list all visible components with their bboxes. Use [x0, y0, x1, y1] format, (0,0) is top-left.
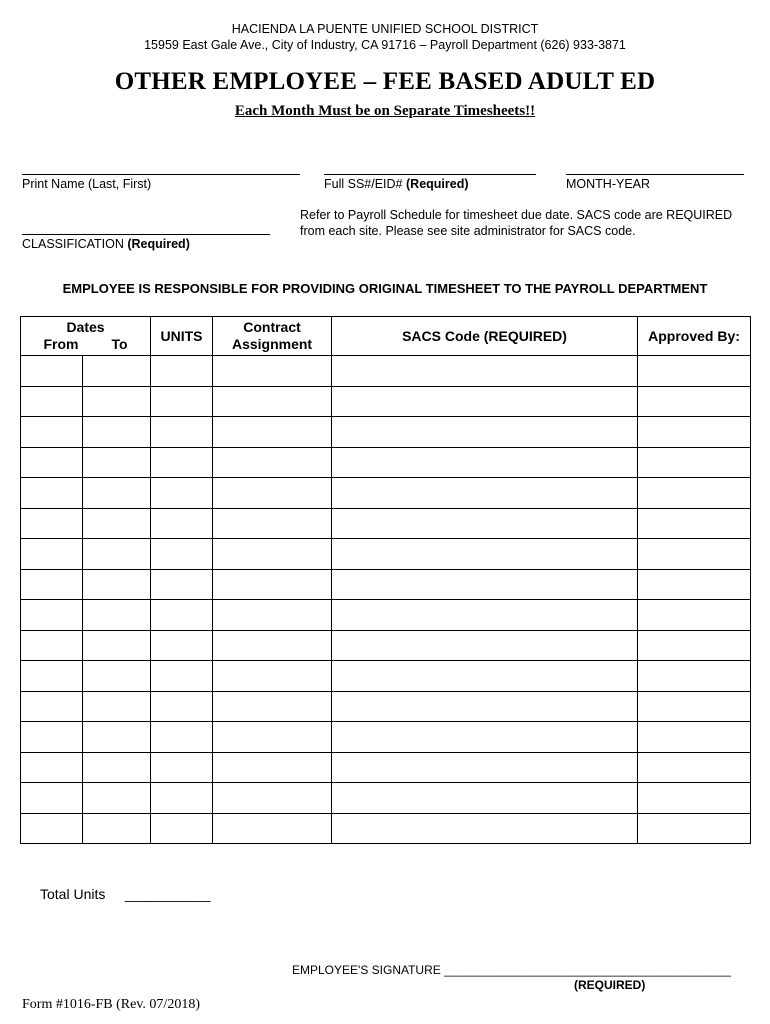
from-cell[interactable] — [21, 356, 83, 387]
to-cell[interactable] — [83, 356, 151, 387]
ssn-required: (Required) — [406, 177, 469, 191]
units-cell[interactable] — [151, 630, 213, 661]
to-cell[interactable] — [83, 478, 151, 509]
table-row — [21, 508, 751, 539]
units-cell[interactable] — [151, 539, 213, 570]
units-cell[interactable] — [151, 600, 213, 631]
approved-cell[interactable] — [638, 722, 751, 753]
contract-cell[interactable] — [213, 386, 332, 417]
form-number: Form #1016-FB (Rev. 07/2018) — [22, 997, 200, 1012]
from-cell[interactable] — [21, 752, 83, 783]
contract-cell[interactable] — [213, 356, 332, 387]
units-cell[interactable] — [151, 722, 213, 753]
units-cell[interactable] — [151, 661, 213, 692]
to-cell[interactable] — [83, 508, 151, 539]
contract-cell[interactable] — [213, 752, 332, 783]
total-units-field[interactable]: ___________ — [124, 886, 211, 902]
responsibility-notice: EMPLOYEE IS RESPONSIBLE FOR PROVIDING ORIGINAL TIMESHEET TO THE PAYROLL DEPARTMENT — [62, 281, 708, 296]
approved-cell[interactable] — [638, 752, 751, 783]
contract-cell[interactable] — [213, 783, 332, 814]
table-row — [21, 447, 751, 478]
sacs-cell[interactable] — [332, 691, 638, 722]
table-row — [21, 661, 751, 692]
contract-cell[interactable] — [213, 569, 332, 600]
contract-cell[interactable] — [213, 630, 332, 661]
approved-cell[interactable] — [638, 447, 751, 478]
to-header: To — [111, 336, 128, 352]
sacs-cell[interactable] — [332, 417, 638, 448]
approved-cell[interactable] — [638, 783, 751, 814]
classification-required: (Required) — [127, 237, 190, 251]
sacs-cell[interactable] — [332, 722, 638, 753]
from-cell[interactable] — [21, 691, 83, 722]
approved-cell[interactable] — [638, 508, 751, 539]
approved-header: Approved By: — [638, 317, 751, 356]
form-title: OTHER EMPLOYEE – FEE BASED ADULT ED — [114, 68, 656, 95]
district-name: HACIENDA LA PUENTE UNIFIED SCHOOL DISTRICT — [231, 22, 539, 36]
from-cell[interactable] — [21, 813, 83, 844]
units-cell[interactable] — [151, 813, 213, 844]
units-cell[interactable] — [151, 447, 213, 478]
to-cell[interactable] — [83, 447, 151, 478]
units-header: UNITS — [151, 317, 213, 356]
total-units — [40, 886, 210, 902]
payroll-note — [300, 207, 732, 239]
sacs-cell[interactable] — [332, 661, 638, 692]
form-subtitle: Each Month Must be on Separate Timesheets!! — [234, 103, 536, 119]
table-row — [21, 417, 751, 448]
units-cell[interactable] — [151, 752, 213, 783]
to-cell[interactable] — [83, 691, 151, 722]
from-cell[interactable] — [21, 447, 83, 478]
to-cell[interactable] — [83, 752, 151, 783]
ssn-label — [324, 177, 469, 191]
from-cell[interactable] — [21, 661, 83, 692]
table-row — [21, 752, 751, 783]
sacs-cell[interactable] — [332, 783, 638, 814]
from-header: From — [43, 336, 79, 352]
table-row — [21, 600, 751, 631]
from-cell[interactable] — [21, 783, 83, 814]
signature-required: (REQUIRED) — [574, 978, 646, 992]
ssn-label-text: Full SS#/EID# — [324, 177, 403, 191]
contract-cell[interactable] — [213, 722, 332, 753]
district-address: 15959 East Gale Ave., City of Industry, CA 91716 – Payroll Department (626) 933-3871 — [144, 38, 626, 52]
table-row — [21, 356, 751, 387]
contract-cell[interactable] — [213, 813, 332, 844]
sacs-cell[interactable] — [332, 600, 638, 631]
total-units-label: Total Units — [40, 886, 106, 902]
sacs-cell[interactable] — [332, 478, 638, 509]
to-cell[interactable] — [83, 813, 151, 844]
table-row — [21, 539, 751, 570]
sacs-cell[interactable] — [332, 752, 638, 783]
contract-cell[interactable] — [213, 661, 332, 692]
from-cell[interactable] — [21, 569, 83, 600]
month-year-label: MONTH-YEAR — [566, 177, 651, 191]
units-cell[interactable] — [151, 783, 213, 814]
units-cell[interactable] — [151, 386, 213, 417]
units-cell[interactable] — [151, 508, 213, 539]
units-cell[interactable] — [151, 569, 213, 600]
approved-cell[interactable] — [638, 569, 751, 600]
to-cell[interactable] — [83, 600, 151, 631]
approved-cell[interactable] — [638, 600, 751, 631]
contract-cell[interactable] — [213, 447, 332, 478]
print-name-line[interactable] — [22, 174, 300, 175]
to-cell[interactable] — [83, 783, 151, 814]
dates-header — [21, 317, 151, 356]
approved-cell[interactable] — [638, 813, 751, 844]
to-cell[interactable] — [83, 661, 151, 692]
sacs-cell[interactable] — [332, 813, 638, 844]
timesheet-table — [20, 316, 751, 844]
approved-cell[interactable] — [638, 386, 751, 417]
from-cell[interactable] — [21, 600, 83, 631]
sacs-cell[interactable] — [332, 356, 638, 387]
contract-header — [213, 317, 332, 356]
payroll-note-line1: Refer to Payroll Schedule for timesheet due date. SACS code are REQUIRED — [300, 208, 733, 222]
approved-cell[interactable] — [638, 356, 751, 387]
to-cell[interactable] — [83, 417, 151, 448]
table-row — [21, 478, 751, 509]
contract-cell[interactable] — [213, 691, 332, 722]
contract-header-line2: Assignment — [231, 336, 313, 352]
approved-cell[interactable] — [638, 539, 751, 570]
sacs-cell[interactable] — [332, 569, 638, 600]
contract-cell[interactable] — [213, 417, 332, 448]
table-header-row — [21, 317, 751, 356]
month-year-line[interactable] — [566, 174, 744, 175]
contract-cell[interactable] — [213, 508, 332, 539]
from-to-labels — [21, 336, 150, 353]
print-name-label: Print Name (Last, First) — [22, 177, 152, 191]
sacs-cell[interactable] — [332, 386, 638, 417]
approved-cell[interactable] — [638, 691, 751, 722]
approved-cell[interactable] — [638, 417, 751, 448]
to-cell[interactable] — [83, 722, 151, 753]
contract-header-line1: Contract — [243, 319, 301, 335]
employee-signature[interactable]: EMPLOYEE'S SIGNATURE ___________________________________________ — [292, 963, 732, 977]
approved-cell[interactable] — [638, 661, 751, 692]
contract-cell[interactable] — [213, 600, 332, 631]
table-row — [21, 630, 751, 661]
from-cell[interactable] — [21, 508, 83, 539]
sacs-cell[interactable] — [332, 447, 638, 478]
dates-header-label: Dates — [66, 319, 105, 335]
sacs-cell[interactable] — [332, 630, 638, 661]
units-cell[interactable] — [151, 478, 213, 509]
classification-line[interactable] — [22, 234, 270, 235]
table-row — [21, 783, 751, 814]
approved-cell[interactable] — [638, 478, 751, 509]
contract-cell[interactable] — [213, 539, 332, 570]
table-row — [21, 691, 751, 722]
from-cell[interactable] — [21, 417, 83, 448]
table-row — [21, 813, 751, 844]
table-row — [21, 569, 751, 600]
units-cell[interactable] — [151, 417, 213, 448]
from-cell[interactable] — [21, 630, 83, 661]
sacs-cell[interactable] — [332, 539, 638, 570]
to-cell[interactable] — [83, 539, 151, 570]
ssn-line[interactable] — [324, 174, 536, 175]
payroll-note-line2: from each site. Please see site administrator for SACS code. — [300, 224, 636, 238]
from-cell[interactable] — [21, 539, 83, 570]
to-cell[interactable] — [83, 569, 151, 600]
classification-label-text: CLASSIFICATION — [22, 237, 124, 251]
to-cell[interactable] — [83, 630, 151, 661]
table-row — [21, 722, 751, 753]
from-cell[interactable] — [21, 386, 83, 417]
sacs-header: SACS Code (REQUIRED) — [332, 317, 638, 356]
from-cell[interactable] — [21, 478, 83, 509]
units-cell[interactable] — [151, 356, 213, 387]
approved-cell[interactable] — [638, 630, 751, 661]
from-cell[interactable] — [21, 722, 83, 753]
contract-cell[interactable] — [213, 478, 332, 509]
table-row — [21, 386, 751, 417]
classification-label — [22, 237, 190, 251]
sacs-cell[interactable] — [332, 508, 638, 539]
to-cell[interactable] — [83, 386, 151, 417]
units-cell[interactable] — [151, 691, 213, 722]
